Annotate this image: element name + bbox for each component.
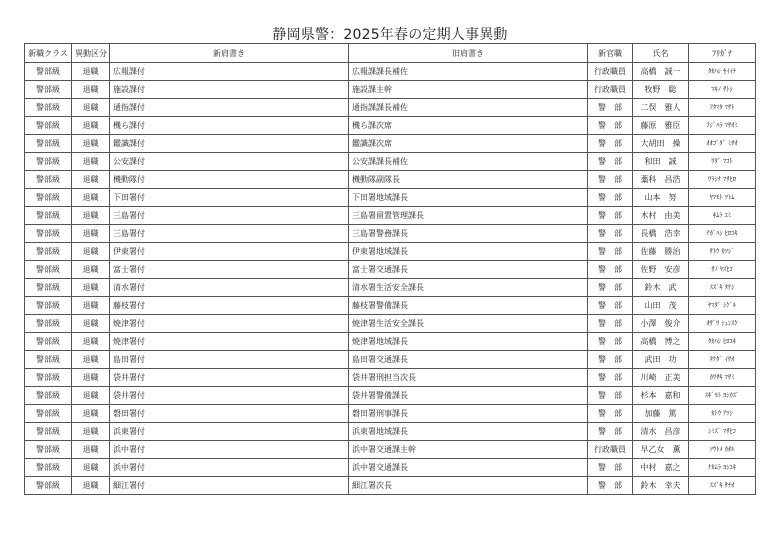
cell-new-title: 富士署付 — [110, 261, 349, 279]
cell-furigana: ﾏｷﾉ ｻﾄｼ — [689, 81, 756, 99]
cell-transfer-type: 退職 — [72, 81, 110, 99]
cell-name: 牧野 聡 — [633, 81, 689, 99]
cell-transfer-type: 退職 — [72, 99, 110, 117]
cell-furigana: ｷﾑﾗ ﾕﾐ — [689, 207, 756, 225]
cell-new-title: 浜中署付 — [110, 459, 349, 477]
cell-new-title: 機ら課付 — [110, 117, 349, 135]
cell-old-title: 機ら課次席 — [349, 117, 588, 135]
cell-new-rank: 警 部 — [588, 99, 633, 117]
cell-name: 藁科 昌浩 — [633, 171, 689, 189]
cell-new-rank: 行政職員 — [588, 441, 633, 459]
cell-old-title: 浜中署交通課主幹 — [349, 441, 588, 459]
cell-new-class: 警部級 — [25, 63, 72, 81]
cell-name: 長橋 浩幸 — [633, 225, 689, 243]
cell-new-class: 警部級 — [25, 297, 72, 315]
cell-furigana: ﾜﾗｼﾅ ﾏｻﾋﾛ — [689, 171, 756, 189]
cell-transfer-type: 退職 — [72, 297, 110, 315]
cell-furigana: ｻﾉ ﾔｽﾋｺ — [689, 261, 756, 279]
cell-transfer-type: 退職 — [72, 243, 110, 261]
cell-old-title: 焼津署地域課長 — [349, 333, 588, 351]
cell-name: 早乙女 薫 — [633, 441, 689, 459]
cell-name: 杉本 嘉和 — [633, 387, 689, 405]
cell-transfer-type: 退職 — [72, 441, 110, 459]
cell-transfer-type: 退職 — [72, 189, 110, 207]
cell-new-class: 警部級 — [25, 243, 72, 261]
cell-furigana: ﾅｶﾑﾗ ﾖｼﾕｷ — [689, 459, 756, 477]
personnel-table — [24, 43, 756, 495]
cell-old-title: 富士署交通課長 — [349, 261, 588, 279]
header-new-title: 新肩書き — [110, 44, 349, 63]
table-row — [25, 297, 756, 315]
cell-new-title: 伊東署付 — [110, 243, 349, 261]
cell-furigana: ｶﾜｻｷ ﾏｻﾐ — [689, 369, 756, 387]
cell-new-title: 清水署付 — [110, 279, 349, 297]
cell-furigana: ｽｽﾞｷ ｻﾁｵ — [689, 477, 756, 495]
cell-new-class: 警部級 — [25, 135, 72, 153]
cell-old-title: 機動隊副隊長 — [349, 171, 588, 189]
cell-furigana: ｵｵｺﾞﾀﾞ ﾐｻｵ — [689, 135, 756, 153]
cell-new-rank: 警 部 — [588, 333, 633, 351]
cell-new-class: 警部級 — [25, 153, 72, 171]
cell-new-title: 袋井署付 — [110, 369, 349, 387]
cell-new-title: 公安課付 — [110, 153, 349, 171]
cell-transfer-type: 退職 — [72, 315, 110, 333]
cell-name: 佐野 安彦 — [633, 261, 689, 279]
cell-name: 二俣 雅人 — [633, 99, 689, 117]
cell-old-title: 下田署地域課長 — [349, 189, 588, 207]
cell-old-title: 清水署生活安全課長 — [349, 279, 588, 297]
cell-name: 武田 功 — [633, 351, 689, 369]
table-row — [25, 99, 756, 117]
cell-new-class: 警部級 — [25, 279, 72, 297]
cell-new-title: 機動隊付 — [110, 171, 349, 189]
cell-new-title: 袋井署付 — [110, 387, 349, 405]
cell-new-class: 警部級 — [25, 315, 72, 333]
table-row — [25, 369, 756, 387]
cell-new-rank: 警 部 — [588, 153, 633, 171]
table-row — [25, 63, 756, 81]
cell-new-title: 鑑識課付 — [110, 135, 349, 153]
cell-furigana: ﾌﾀﾏﾀ ﾏｻﾄ — [689, 99, 756, 117]
cell-old-title: 島田署交通課長 — [349, 351, 588, 369]
cell-new-class: 警部級 — [25, 459, 72, 477]
cell-name: 山田 茂 — [633, 297, 689, 315]
cell-furigana: ﾌｼﾞﾊﾗ ﾏｻｵﾐ — [689, 117, 756, 135]
cell-new-rank: 警 部 — [588, 171, 633, 189]
cell-new-rank: 警 部 — [588, 117, 633, 135]
cell-furigana: ｼﾐｽﾞ ﾏｻﾋｺ — [689, 423, 756, 441]
cell-new-title: 通指課付 — [110, 99, 349, 117]
cell-new-rank: 警 部 — [588, 423, 633, 441]
header-old-title: 旧肩書き — [349, 44, 588, 63]
cell-old-title: 公安課課長補佐 — [349, 153, 588, 171]
cell-new-title: 細江署付 — [110, 477, 349, 495]
table-row — [25, 459, 756, 477]
header-name: 氏名 — [633, 44, 689, 63]
cell-name: 清水 昌彦 — [633, 423, 689, 441]
cell-new-class: 警部級 — [25, 387, 72, 405]
cell-new-class: 警部級 — [25, 333, 72, 351]
cell-new-class: 警部級 — [25, 189, 72, 207]
cell-new-rank: 警 部 — [588, 225, 633, 243]
cell-transfer-type: 退職 — [72, 477, 110, 495]
cell-new-class: 警部級 — [25, 423, 72, 441]
cell-transfer-type: 退職 — [72, 153, 110, 171]
cell-transfer-type: 退職 — [72, 405, 110, 423]
cell-new-class: 警部級 — [25, 225, 72, 243]
cell-name: 山本 努 — [633, 189, 689, 207]
table-row — [25, 81, 756, 99]
cell-new-class: 警部級 — [25, 171, 72, 189]
cell-name: 高橋 誠一 — [633, 63, 689, 81]
cell-old-title: 広報課課長補佐 — [349, 63, 588, 81]
cell-old-title: 磐田署刑事課長 — [349, 405, 588, 423]
cell-transfer-type: 退職 — [72, 171, 110, 189]
table-row — [25, 315, 756, 333]
cell-new-rank: 警 部 — [588, 189, 633, 207]
cell-new-rank: 警 部 — [588, 405, 633, 423]
cell-new-rank: 警 部 — [588, 387, 633, 405]
cell-new-rank: 行政職員 — [588, 63, 633, 81]
cell-new-rank: 警 部 — [588, 369, 633, 387]
table-row — [25, 279, 756, 297]
cell-name: 和田 誠 — [633, 153, 689, 171]
cell-transfer-type: 退職 — [72, 225, 110, 243]
cell-transfer-type: 退職 — [72, 63, 110, 81]
cell-old-title: 細江署次長 — [349, 477, 588, 495]
cell-furigana: ｶﾄｳ ｱﾂｼ — [689, 405, 756, 423]
cell-transfer-type: 退職 — [72, 351, 110, 369]
cell-furigana: ﾜﾀﾞ ﾏｺﾄ — [689, 153, 756, 171]
cell-new-class: 警部級 — [25, 351, 72, 369]
table-row — [25, 171, 756, 189]
header-new-rank: 新官職 — [588, 44, 633, 63]
cell-old-title: 藤枝署警備課長 — [349, 297, 588, 315]
cell-furigana: ｽｽﾞｷ ﾀｹｼ — [689, 279, 756, 297]
cell-new-title: 下田署付 — [110, 189, 349, 207]
cell-new-title: 焼津署付 — [110, 333, 349, 351]
cell-old-title: 袋井署警備課長 — [349, 387, 588, 405]
cell-furigana: ﾀｶﾊｼ ｾｲｲﾁ — [689, 63, 756, 81]
cell-new-rank: 警 部 — [588, 459, 633, 477]
cell-name: 木村 由美 — [633, 207, 689, 225]
cell-old-title: 伊東署地域課長 — [349, 243, 588, 261]
cell-old-title: 袋井署刑担当次長 — [349, 369, 588, 387]
cell-name: 小澤 俊介 — [633, 315, 689, 333]
table-row — [25, 243, 756, 261]
table-row — [25, 261, 756, 279]
cell-transfer-type: 退職 — [72, 261, 110, 279]
cell-name: 藤原 雅臣 — [633, 117, 689, 135]
cell-name: 高橋 博之 — [633, 333, 689, 351]
cell-new-rank: 警 部 — [588, 279, 633, 297]
cell-old-title: 施設課主幹 — [349, 81, 588, 99]
cell-new-class: 警部級 — [25, 369, 72, 387]
cell-new-class: 警部級 — [25, 441, 72, 459]
cell-furigana: ﾔﾏﾓﾄ ﾂﾄﾑ — [689, 189, 756, 207]
table-row — [25, 441, 756, 459]
table-row — [25, 135, 756, 153]
cell-new-rank: 行政職員 — [588, 81, 633, 99]
table-row — [25, 423, 756, 441]
cell-new-rank: 警 部 — [588, 297, 633, 315]
cell-transfer-type: 退職 — [72, 207, 110, 225]
cell-transfer-type: 退職 — [72, 117, 110, 135]
cell-old-title: 浜中署交通課長 — [349, 459, 588, 477]
cell-new-class: 警部級 — [25, 477, 72, 495]
cell-transfer-type: 退職 — [72, 135, 110, 153]
cell-new-title: 島田署付 — [110, 351, 349, 369]
cell-transfer-type: 退職 — [72, 279, 110, 297]
cell-furigana: ﾀｹﾀﾞ ｲｻｵ — [689, 351, 756, 369]
cell-old-title: 浜東署地域課長 — [349, 423, 588, 441]
cell-new-title: 焼津署付 — [110, 315, 349, 333]
cell-new-title: 三島署付 — [110, 225, 349, 243]
cell-new-rank: 警 部 — [588, 243, 633, 261]
cell-new-class: 警部級 — [25, 81, 72, 99]
cell-name: 鈴木 武 — [633, 279, 689, 297]
table-row — [25, 189, 756, 207]
cell-transfer-type: 退職 — [72, 333, 110, 351]
cell-new-title: 浜東署付 — [110, 423, 349, 441]
cell-name: 加藤 篤 — [633, 405, 689, 423]
cell-furigana: ﾀｶﾊｼ ﾋﾛﾕｷ — [689, 333, 756, 351]
cell-old-title: 焼津署生活安全課長 — [349, 315, 588, 333]
table-row — [25, 387, 756, 405]
table-row — [25, 225, 756, 243]
cell-furigana: ﾅｶﾞﾊｼ ﾋﾛﾕｷ — [689, 225, 756, 243]
cell-new-title: 広報課付 — [110, 63, 349, 81]
cell-new-rank: 警 部 — [588, 207, 633, 225]
cell-name: 佐藤 勝治 — [633, 243, 689, 261]
table-row — [25, 405, 756, 423]
cell-new-rank: 警 部 — [588, 315, 633, 333]
cell-new-class: 警部級 — [25, 405, 72, 423]
table-row — [25, 477, 756, 495]
header-transfer-type: 異動区分 — [72, 44, 110, 63]
table-row — [25, 117, 756, 135]
cell-name: 中村 嘉之 — [633, 459, 689, 477]
cell-furigana: ｿｳﾄﾒ ｶｵﾙ — [689, 441, 756, 459]
header-new-class: 新職クラス — [25, 44, 72, 63]
header-furigana: ﾌﾘｶﾞﾅ — [689, 44, 756, 63]
table-row — [25, 351, 756, 369]
cell-transfer-type: 退職 — [72, 459, 110, 477]
cell-transfer-type: 退職 — [72, 423, 110, 441]
cell-old-title: 三島署警務課長 — [349, 225, 588, 243]
cell-old-title: 三島署留置管理課長 — [349, 207, 588, 225]
cell-new-title: 浜中署付 — [110, 441, 349, 459]
table-row — [25, 153, 756, 171]
cell-furigana: ｵｻﾞﾜ ｼｭﾝｽｹ — [689, 315, 756, 333]
table-header-row — [25, 44, 756, 63]
cell-new-rank: 警 部 — [588, 135, 633, 153]
cell-transfer-type: 退職 — [72, 369, 110, 387]
table-row — [25, 207, 756, 225]
cell-furigana: ｽｷﾞﾓﾄ ﾖｼｶｽﾞ — [689, 387, 756, 405]
cell-new-rank: 警 部 — [588, 351, 633, 369]
cell-old-title: 鑑識課次席 — [349, 135, 588, 153]
table-row — [25, 333, 756, 351]
cell-new-class: 警部級 — [25, 261, 72, 279]
cell-new-title: 磐田署付 — [110, 405, 349, 423]
cell-new-class: 警部級 — [25, 207, 72, 225]
cell-old-title: 通指課課長補佐 — [349, 99, 588, 117]
cell-new-title: 三島署付 — [110, 207, 349, 225]
cell-new-class: 警部級 — [25, 117, 72, 135]
cell-furigana: ﾔﾏﾀﾞ ｼｹﾞﾙ — [689, 297, 756, 315]
cell-furigana: ｻﾄｳ ｶﾂｼﾞ — [689, 243, 756, 261]
cell-name: 鈴木 幸夫 — [633, 477, 689, 495]
cell-new-class: 警部級 — [25, 99, 72, 117]
cell-transfer-type: 退職 — [72, 387, 110, 405]
cell-new-title: 施設課付 — [110, 81, 349, 99]
cell-new-rank: 警 部 — [588, 261, 633, 279]
document-title: 静岡県警：2025年春の定期人事異動 — [272, 27, 508, 43]
cell-new-rank: 警 部 — [588, 477, 633, 495]
cell-name: 川崎 正美 — [633, 369, 689, 387]
cell-new-title: 藤枝署付 — [110, 297, 349, 315]
cell-name: 大胡田 操 — [633, 135, 689, 153]
